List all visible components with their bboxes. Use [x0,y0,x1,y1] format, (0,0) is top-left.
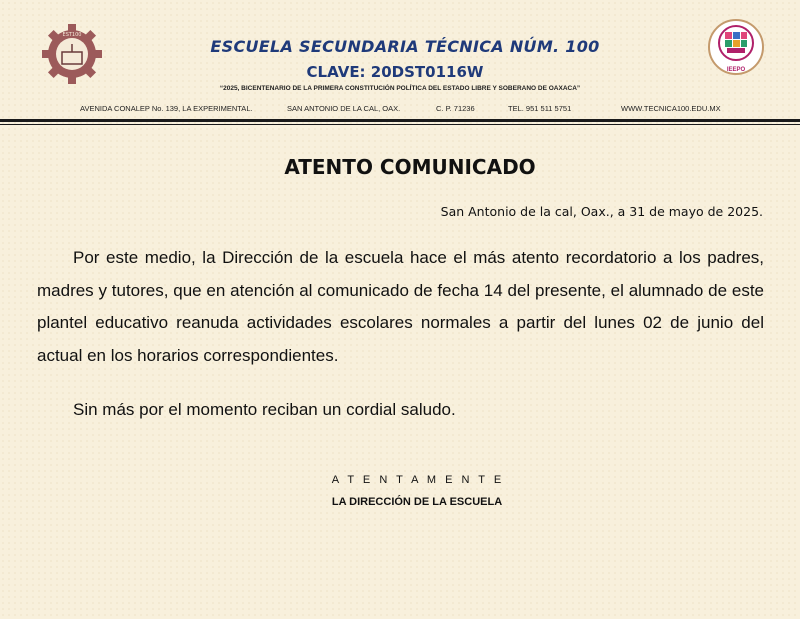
address-postal: C. P. 71236 [436,104,475,113]
school-name: ESCUELA SECUNDARIA TÉCNICA NÚM. 100 [210,37,600,56]
address-street: AVENIDA CONALEP No. 139, LA EXPERIMENTAL. [80,104,253,113]
school-clave: CLAVE: 20DST0116W [306,63,484,81]
svg-text:EST100: EST100 [62,32,82,38]
ieepo-label: IEEPO [726,67,746,73]
header-divider-thin [0,124,800,125]
address-city: SAN ANTONIO DE LA CAL, OAX. [287,104,401,113]
body-paragraph: Por este medio, la Dirección de la escuela hace el más atento recordatorio a los padres, madres y tutores, que en atención al comunicado de fecha 14 del presente, el alumnado de este plantel educativo reanuda actividades escolares normales a partir del lunes 02 de junio del actual en los horarios correspondientes. [37,248,764,365]
address-phone: TEL. 951 511 5751 [508,104,572,113]
address-web[interactable]: WWW.TECNICA100.EDU.MX [621,104,721,113]
motto: “2025, BICENTENARIO DE LA PRIMERA CONSTITUCIÓN POLÍTICA DEL ESTADO LIBRE Y SOBERANO DE OAXACA” [219,85,581,92]
closing-paragraph: Sin más por el momento reciban un cordial saludo. [73,400,456,419]
signoff: A T E N T A M E N T E [331,474,505,486]
document-title: ATENTO COMUNICADO [284,155,536,179]
date-line: San Antonio de la cal, Oax., a 31 de mayo de 2025. [440,204,763,219]
header-divider-thick [0,119,800,122]
signer: LA DIRECCIÓN DE LA ESCUELA [331,496,503,508]
